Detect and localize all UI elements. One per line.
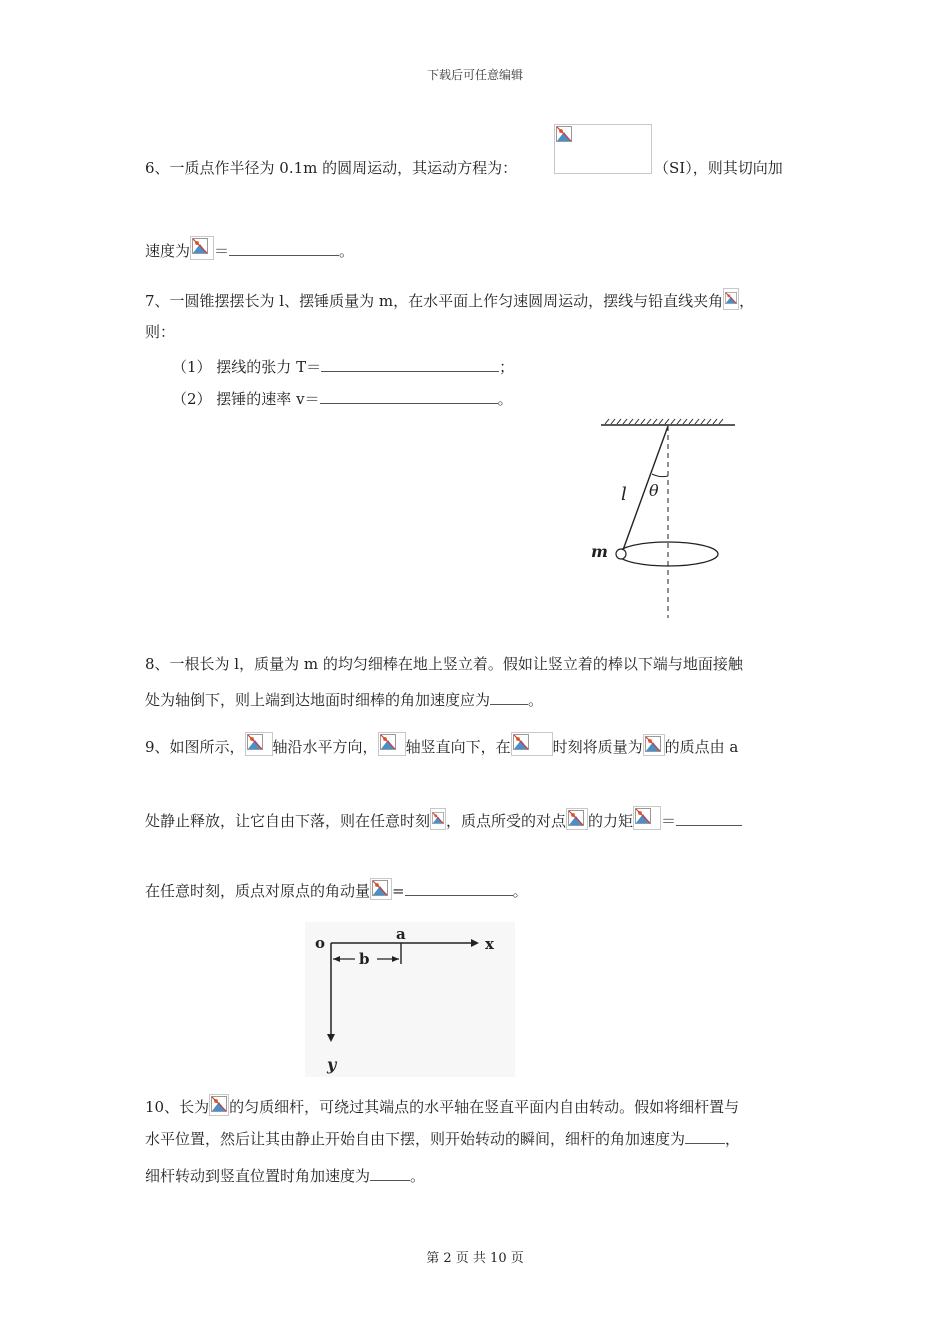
q9-b2: ，质点所受的对点: [446, 812, 567, 830]
answer-blank: [229, 241, 339, 256]
broken-image-icon: [247, 734, 263, 750]
q9-a4: 时刻将质量为: [552, 738, 643, 756]
y-axis-placeholder: [378, 732, 406, 756]
label-b: b: [359, 950, 370, 968]
q8-line2-text: 处为轴倒下，则上端到达地面时细棒的角加速度应为: [145, 691, 491, 709]
q9-c1: 在任意时刻，质点对原点的角动量: [145, 882, 371, 900]
q10-l2-b: ，: [725, 1130, 741, 1148]
answer-blank: [320, 389, 498, 404]
q7-line2: 则：: [145, 323, 176, 341]
broken-image-icon: [211, 1096, 227, 1112]
q6-line2-end: 。: [339, 242, 355, 260]
broken-image-icon: [513, 734, 529, 750]
q7-text: 7、一圆锥摆摆长为 l、摆锤质量为 m，在水平面上作匀速圆周运动，摆线与铅直线夹角: [145, 292, 724, 310]
label-o: o: [315, 934, 326, 952]
broken-image-icon: [192, 238, 208, 254]
origin-placeholder: [566, 808, 588, 830]
q9-a2: 轴沿水平方向，: [272, 738, 378, 756]
q6-line1: [145, 158, 517, 178]
q7-text-end: ，: [739, 292, 755, 310]
q9-b1: 处静止释放，让它自由下落，则在任意时刻: [145, 812, 431, 830]
q6-text-a: 6、一质点作半径为 0.1m 的圆周运动，其运动方程为：: [145, 159, 518, 177]
time-placeholder: [511, 732, 553, 756]
q9-b3: 的力矩: [588, 812, 634, 830]
page-footer: 第 2 页 共 10 页: [426, 1251, 524, 1266]
figure-background: [305, 922, 515, 1077]
pendulum-string: [623, 426, 668, 550]
coordinate-axes-figure: [305, 922, 515, 1077]
q9-a5: 的质点由 a: [664, 738, 739, 756]
time-t-placeholder: [430, 808, 446, 830]
q9-line3: [145, 878, 528, 901]
q10-l3-b: 。: [410, 1167, 426, 1185]
q10-l3-a: 细杆转动到竖直位置时角加速度为: [145, 1167, 371, 1185]
ceiling-hatch: [605, 419, 723, 424]
q7-sub1-end: ；: [499, 358, 515, 376]
tangential-accel-placeholder: [190, 236, 214, 260]
angular-momentum-placeholder: [370, 878, 392, 900]
q9-b4: ＝: [661, 812, 677, 830]
q9-line2: [145, 806, 742, 831]
answer-blank: [405, 881, 513, 896]
broken-image-icon: [645, 736, 661, 752]
label-theta: θ: [649, 481, 659, 500]
broken-image-icon: [380, 734, 396, 750]
conical-pendulum-figure: [585, 414, 745, 624]
equation-image-placeholder: [554, 124, 652, 174]
q7-sub1: [172, 357, 514, 377]
broken-image-icon: [432, 810, 444, 826]
answer-blank: [676, 811, 742, 826]
q9-c3: 。: [512, 882, 528, 900]
q7-sub2-text: （2） 摆锤的速率 v＝: [172, 390, 320, 408]
label-y: y: [327, 1055, 337, 1074]
answer-blank: [321, 357, 499, 372]
label-m: m: [591, 542, 608, 561]
q9-c2: =: [392, 882, 405, 900]
answer-blank: [370, 1166, 410, 1181]
broken-image-icon: [725, 290, 737, 306]
broken-image-icon: [556, 126, 572, 142]
q6-line2-eq: ＝: [214, 242, 230, 260]
label-l: l: [621, 484, 627, 505]
q8-line1: 8、一根长为 l，质量为 m 的均匀细棒在地上竖立着。假如让竖立着的棒以下端与地面接触: [145, 655, 743, 673]
torque-placeholder: [633, 806, 661, 830]
x-axis-placeholder: [245, 732, 273, 756]
broken-image-icon: [568, 810, 584, 826]
q7-line1: [145, 288, 754, 311]
page-header: 下载后可任意编辑: [426, 68, 523, 82]
mass-placeholder: [643, 734, 665, 756]
length-placeholder: [209, 1094, 229, 1116]
answer-blank: [685, 1129, 725, 1144]
q6-line2: [145, 236, 354, 261]
pendulum-bob: [616, 549, 626, 559]
q10-line2: [145, 1129, 740, 1149]
label-a: a: [396, 925, 406, 943]
angle-arc: [652, 474, 668, 477]
q10-line1: [145, 1094, 739, 1117]
q7-sub2-end: 。: [497, 390, 513, 408]
q8-line2: [145, 690, 543, 710]
q10-line3: [145, 1166, 425, 1186]
q6-line2-a: 速度为: [145, 242, 191, 260]
q7-sub2: [172, 389, 513, 409]
q10-l1-b: 的匀质细杆，可绕过其端点的水平轴在竖直平面内自由转动。假如将细杆置与: [229, 1098, 740, 1116]
label-x: x: [485, 935, 494, 953]
broken-image-icon: [635, 808, 651, 824]
q8-line2-end: 。: [528, 691, 544, 709]
q6-text-b: （SI），则其切向加: [654, 159, 783, 177]
q9-a3: 轴竖直向下，在: [405, 738, 511, 756]
q10-l2-a: 水平位置，然后让其由静止开始自由下摆，则开始转动的瞬间，细杆的角加速度为: [145, 1130, 686, 1148]
answer-blank: [490, 690, 528, 705]
q9-a1: 9、如图所示，: [145, 738, 245, 756]
angle-placeholder: [723, 288, 739, 310]
q10-l1-a: 10、长为: [145, 1098, 210, 1116]
q7-sub1-text: （1） 摆线的张力 T＝: [172, 358, 322, 376]
broken-image-icon: [372, 880, 388, 896]
q9-line1: [145, 732, 738, 757]
